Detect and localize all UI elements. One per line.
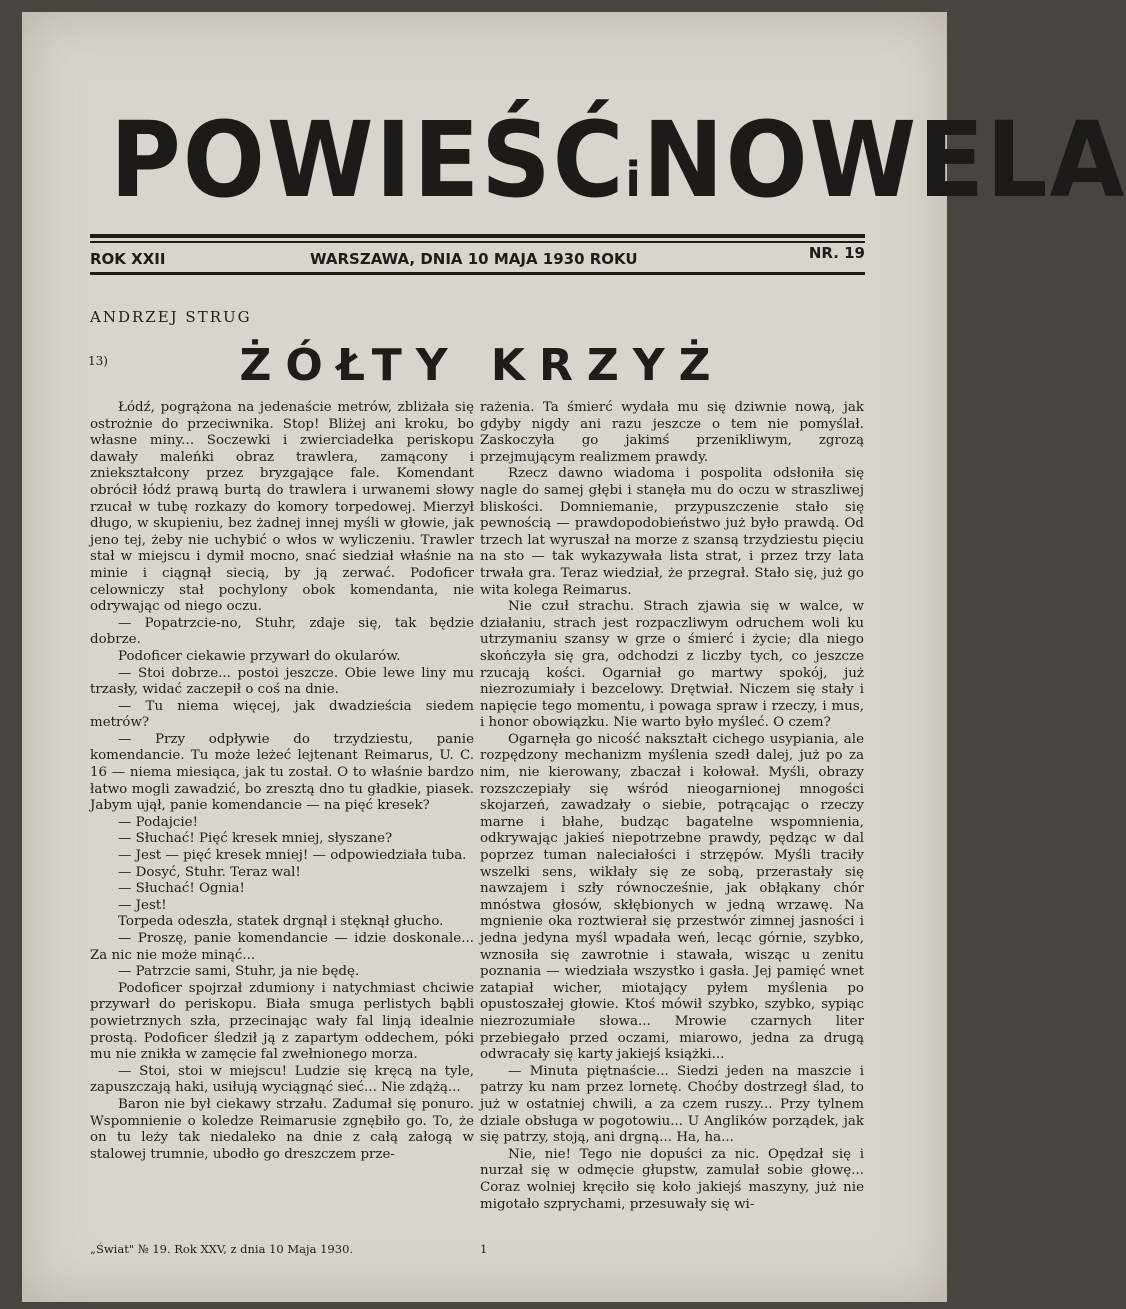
- paragraph: — Podajcie!: [118, 814, 198, 830]
- paragraph: rażenia. Ta śmierć wydała mu się dziwnie nową, jak gdyby nigdy ani razu jeszcze o tem nie pomyślał. Zaskoczyła go jakimś przenikliwym, zgrozą przejmującym realizmem prawdy.: [480, 400, 864, 465]
- paragraph: Torpeda odeszła, statek drgnął i stęknął głucho.: [118, 914, 444, 930]
- paragraph: Nie czuł strachu. Strach zjawia się w walce, w działaniu, strach jest rozpaczliwym odruchem woli ku utrzymaniu szansy w grze o śmierć i życie; dla niego skończyła się gra, odchodzi z liczby tych, co jeszcze rzucają kości. Ogarniał go martwy spokój, już niezrozumiały i bezcelowy. Drętwiał. Niczem się stały i napięcie tego momentu, i powaga spraw i rzeczy, i mus, i honor obowiązku. Nie warto było myśleć. O czem?: [480, 599, 864, 731]
- paragraph: — Tu niema więcej, jak dwadzieścia siedem metrów?: [90, 698, 474, 731]
- issue-line: [90, 244, 865, 272]
- paragraph: Baron nie był ciekawy strzału. Zadumał się ponuro. Wspomnienie o koledze Reimarusie zgnębiło go. To, że on tu leży tak niedaleko na dnie z całą załogą w stalowej trumnie, ubodło go dreszczem prze-: [90, 1096, 474, 1162]
- masthead-title-a: POWIEŚĆ: [110, 99, 626, 221]
- paragraph: — Dosyć, Stuhr. Teraz wal!: [118, 864, 301, 880]
- issue-year: ROK XXII: [90, 250, 166, 268]
- paragraph: — Patrzcie sami, Stuhr, ja nie będę.: [118, 964, 360, 980]
- paragraph: Łódź, pogrążona na jedenaście metrów, zbliżała się ostrożnie do przeciwnika. Stop! Bliżej ani kroku, bo własne miny... Soczewki i zwierciadełka periskopu dawały maleńki obraz trawlera, zamącony i zniekształcony przez bryzgające fale. Komendant obrócił łódź prawą burtą do trawlera i urwanemi słowy rzucał w tubę rozkazy do komory torpedowej. Mierzył długo, w skupieniu, bez żadnej innej myśli w głowie, jak jeno tej, żeby nie uchybić o włos w wyliczeniu. Trawler stał w miejscu i dymił mocno, snać siedział właśnie na minie i ciągnął siecią, by ją zerwać. Podoficer celowniczy stał pochylony obok komendanta, nie odrywając od niego oczu.: [90, 400, 474, 615]
- paragraph: — Przy odpływie do trzydziestu, panie komendancie. Tu może leżeć lejtenant Reimarus, U. C. 16 — niema miesiąca, jak tu został. O to właśnie bardzo łatwo mogli zawadzić, bo zresztą dno tu gładkie, piasek. Jabym ujął, panie komendancie — na pięć kresek?: [90, 731, 474, 814]
- issue-rule-bottom: [90, 272, 865, 275]
- paragraph: Podoficer spojrzał zdumiony i natychmiast chciwie przywarł do periskopu. Biała smuga perlistych bąbli powietrznych szła, przecinając wały fal linją idealnie prostą. Podoficer śledził ją z zapartym oddechem, póki mu nie znikła w zamęcie fal zwełnionego morza.: [90, 980, 474, 1063]
- masthead: [110, 90, 1126, 230]
- paragraph: — Minuta piętnaście... Siedzi jeden na maszcie i patrzy ku nam przez lornetę. Choćby dostrzegł ślad, to już w ostatniej chwili, a za czem ruszy... Przy tylnem dziale obsługa w pogotowiu... U Anglików porządek, jak się patrzy, stoją, ani drgną... Ha, ha...: [480, 1063, 864, 1146]
- paragraph: Nie, nie! Tego nie dopuści za nic. Opędzał się i nurzał się w odmęcie głupstw, zamulał sobie głowę... Coraz wolniej kręciło się koło jakiejś maszyny, już nie migotało szprychami, przesuwały się wi-: [480, 1146, 864, 1212]
- paragraph: Ogarnęła go nicość nakształt cichego usypiania, ale rozpędzony mechanizm myślenia szedł dalej, już po za nim, nie kierowany, zbaczał i kołował. Myśli, obrazy rozszczepiały się wśród nieogarnionej mnogości skojarzeń, zawadzały o siebie, potrącając o rzeczy marne i błahe, budząc bagatelne wspomnienia, odkrywając jakieś niepotrzebne prawdy, pędząc w dal poprzez tuman naleciałości i strzępów. Myśli traciły wszelki sens, wikłały się ze sobą, przerastały się nawzajem i szły równocześnie, jak obłąkany chór mnóstwa głosów, skłębionych w jedną wrzawę. Na mgnienie oka roztwierał się przestwór zimnej jasności i jedna jedyna myśl wpadała weń, lecąc górnie, szybko, wznosiła się zawrotnie i stawała, wisząc u zenitu poznania — wiedziała wszystko i gasła. Jej pamięć wnet zatapiał wicher, miotający pyłem myślenia po opustoszałej głowie. Ktoś mówił szybko, szybko, sypiąc niezrozumiałe słowa... Mrowie czarnych liter przebiegało przed oczami, miarowo, jedna za drugą odwracały się karty jakiejś książki...: [480, 731, 864, 1063]
- paragraph: — Jest!: [118, 897, 167, 913]
- masthead-title-b: NOWELA: [642, 99, 1126, 221]
- issue-number: NR. 19: [808, 244, 865, 262]
- paragraph: — Słuchać! Pięć kresek mniej, słyszane?: [118, 831, 393, 847]
- paragraph: — Popatrzcie-no, Stuhr, zdaje się, tak będzie dobrze.: [90, 615, 474, 648]
- left-column: [90, 400, 474, 1163]
- paragraph: — Stoi, stoi w miejscu! Ludzie się kręcą na tyle, zapuszczają haki, usiłują wyciągnąć sieć... Nie zdążą...: [90, 1063, 474, 1096]
- issue-place-date: WARSZAWA, DNIA 10 MAJA 1930 ROKU: [310, 250, 638, 268]
- footer-source: „Świat" № 19. Rok XXV, z dnia 10 Maja 1930.: [90, 1242, 354, 1256]
- masthead-title-mid: i: [625, 152, 643, 208]
- article-title: ŻÓŁTY KRZYŻ: [239, 340, 725, 391]
- newspaper-page: [22, 12, 1126, 1302]
- paragraph: Rzecz dawno wiadoma i pospolita odsłoniła się nagle do samej głębi i stanęła mu do oczu w straszliwej bliskości. Domniemanie, przypuszczenie stało się pewnością — prawdopodobieństwo już było prawdą. Od trzech lat wyruszał na morze z szansą trzydziestu pięciu na sto — tak wykazywała lista strat, i przez trzy lata trwała gra. Teraz wiedział, że przegrał. Stało się, już go wita kolega Reimarus.: [480, 466, 864, 598]
- page-number: 1: [480, 1242, 488, 1256]
- article-part-number: 13): [88, 354, 108, 368]
- paragraph: — Proszę, panie komendancie — idzie doskonale... Za nic nie może minąć...: [90, 931, 474, 963]
- paragraph: — Słuchać! Ognia!: [118, 881, 245, 897]
- masthead-rule-top: [90, 234, 865, 238]
- right-column: [480, 400, 864, 1213]
- masthead-rule-top-thin: [90, 241, 865, 243]
- paragraph: — Stoi dobrze... postoi jeszcze. Obie lewe liny mu trzasły, widać zaczepił o coś na dnie.: [90, 665, 474, 698]
- paragraph: — Jest — pięć kresek mniej! — odpowiedziała tuba.: [118, 848, 467, 864]
- article-author: ANDRZEJ STRUG: [90, 308, 252, 326]
- paragraph: Podoficer ciekawie przywarł do okularów.: [118, 648, 401, 664]
